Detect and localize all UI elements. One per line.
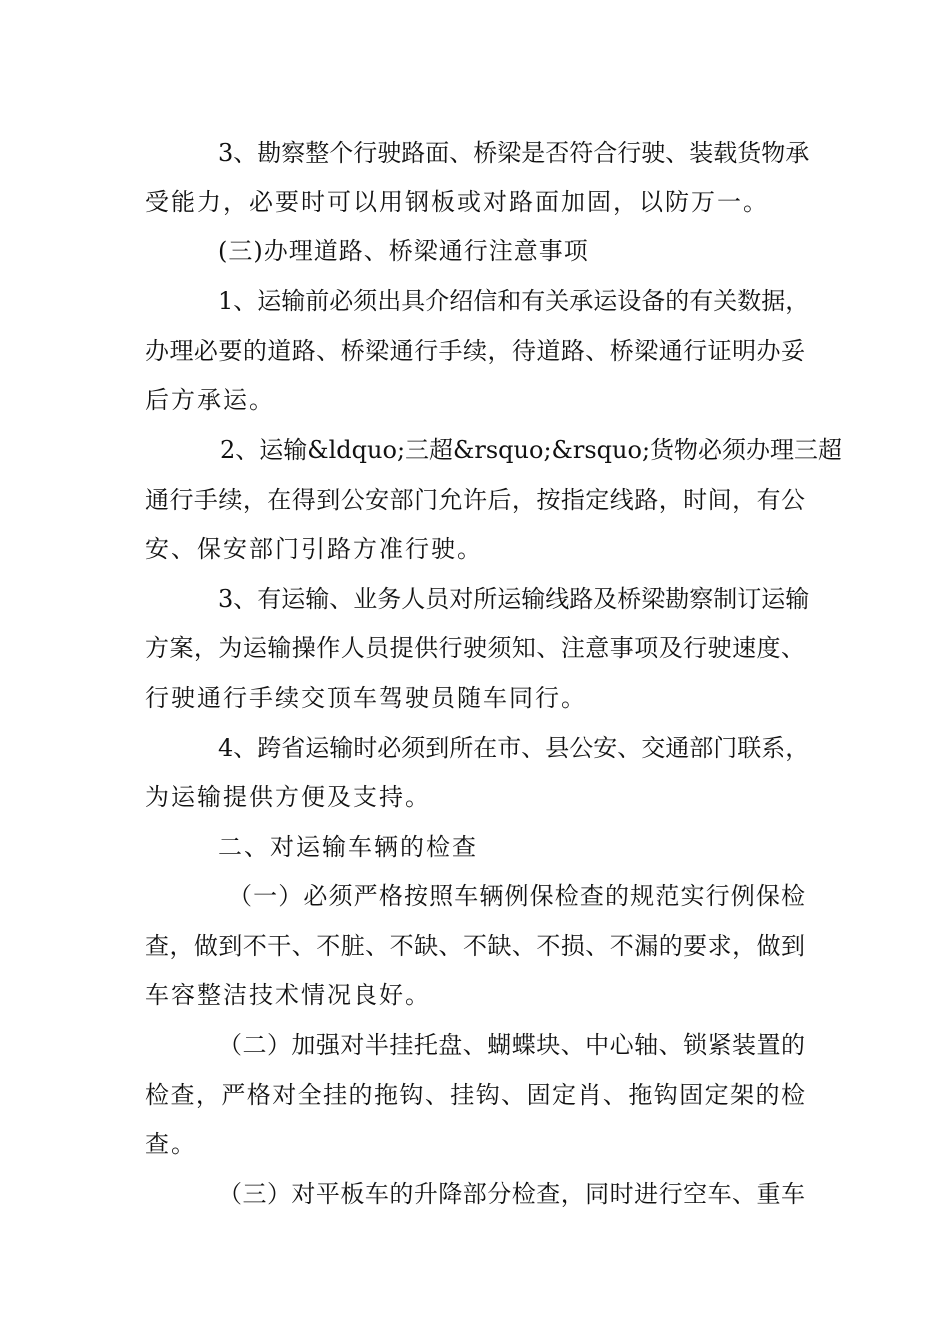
paragraph-line: 通行手续，在得到公安部门允许后，按指定线路，时间，有公 (145, 486, 805, 514)
paragraph-line: 安、保安部门引路方准行驶。 (145, 535, 483, 563)
paragraph-line: 3、勘察整个行驶路面、桥梁是否符合行驶、装载货物承 (218, 139, 810, 167)
paragraph-line: 受能力，必要时可以用钢板或对路面加固，以防万一。 (145, 188, 769, 216)
section-heading: 二、对运输车辆的检查 (218, 833, 478, 861)
paragraph-line: 1、运输前必须出具介绍信和有关承运设备的有关数据， (218, 287, 810, 315)
paragraph-line: 行驶通行手续交顶车驾驶员随车同行。 (145, 684, 587, 712)
paragraph-line: 查，做到不干、不脏、不缺、不缺、不损、不漏的要求，做到 (145, 932, 805, 960)
paragraph-line: 4、跨省运输时必须到所在市、县公安、交通部门联系， (218, 734, 810, 762)
paragraph-line: 查。 (145, 1130, 197, 1158)
paragraph-line: （二）加强对半挂托盘、蝴蝶块、中心轴、锁紧装置的 (218, 1031, 805, 1059)
paragraph-line: （三）对平板车的升降部分检查，同时进行空车、重车 (218, 1180, 805, 1208)
section-heading: (三)办理道路、桥梁通行注意事项 (218, 237, 589, 265)
paragraph-line: 3、有运输、业务人员对所运输线路及桥梁勘察制订运输 (218, 585, 810, 613)
paragraph-line: 后方承运。 (145, 386, 275, 414)
paragraph-line: 检查，严格对全挂的拖钩、挂钩、固定肖、拖钩固定架的检 (145, 1081, 805, 1109)
paragraph-line: 办理必要的道路、桥梁通行手续，待道路、桥梁通行证明办妥 (145, 337, 805, 365)
paragraph-line: 为运输提供方便及支持。 (145, 783, 431, 811)
paragraph-line: 车容整洁技术情况良好。 (145, 981, 431, 1009)
paragraph-line: 方案，为运输操作人员提供行驶须知、注意事项及行驶速度、 (145, 634, 805, 662)
paragraph-line: 2、运输&ldquo;三超&rsquo;&rsquo;货物必须办理三超 (220, 436, 843, 464)
paragraph-line: （一）必须严格按照车辆例保检查的规范实行例保检 (228, 882, 805, 910)
